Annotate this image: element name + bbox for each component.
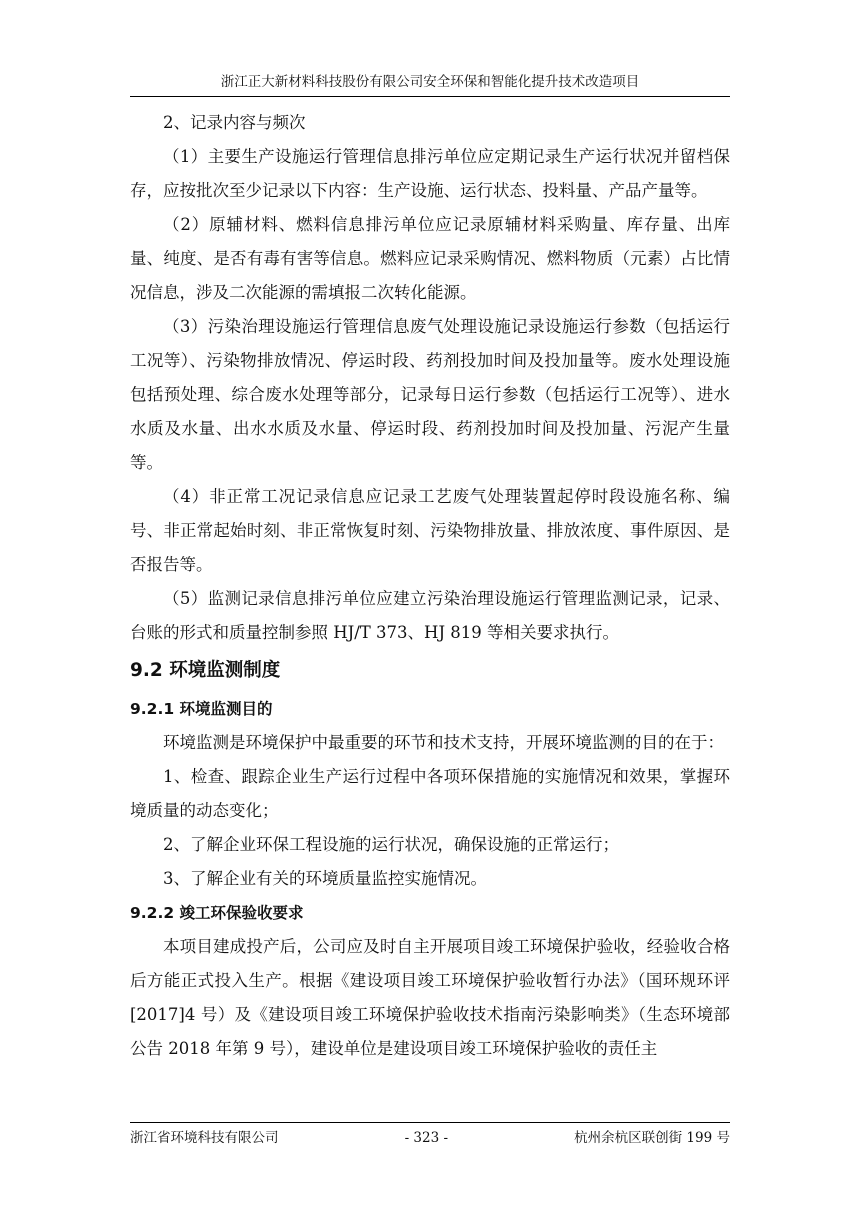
record-item-1: （1）主要生产设施运行管理信息排污单位应定期记录生产运行状况并留档保存，应按批次至少记录以下内容：生产设施、运行状态、投料量、产品产量等。 xyxy=(130,147,730,200)
monitoring-item-1: 1、检查、跟踪企业生产运行过程中各项环保措施的实施情况和效果，掌握环境质量的动态变化； xyxy=(130,767,730,820)
monitoring-item-3: 3、了解企业有关的环境质量监控实施情况。 xyxy=(163,869,487,888)
section-heading-9-2: 9.2 环境监测制度 xyxy=(130,660,281,681)
record-item-2: （2）原辅材料、燃料信息排污单位应记录原辅材料采购量、库存量、出库量、纯度、是否有毒有害等信息。燃料应记录采购情况、燃料物质（元素）占比情况信息，涉及二次能源的需填报二次转化能源。 xyxy=(130,215,730,302)
subsection-heading-record: 2、记录内容与频次 xyxy=(163,113,306,132)
footer-page-number: - 323 - xyxy=(404,1130,449,1146)
acceptance-paragraph: 本项目建成投产后，公司应及时自主开展项目竣工环境保护验收，经验收合格后方能正式投入生产。根据《建设项目竣工环境保护验收暂行办法》（国环规环评[2017]4 号）及《建设项目竣工环境保护验收技术指南污染影响类》（生态环境部公告 2018 年第 9 号），建设单位是建设项目竣工环境保护验收的责任主 xyxy=(130,937,730,1058)
running-header: 浙江正大新材料科技股份有限公司安全环保和智能化提升技术改造项目 xyxy=(220,74,640,90)
record-item-4: （4）非正常工况记录信息应记录工艺废气处理装置起停时段设施名称、编号、非正常起始时刻、非正常恢复时刻、污染物排放量、排放浓度、事件原因、是否报告等。 xyxy=(130,487,730,574)
footer-divider xyxy=(130,1122,730,1123)
section-heading-9-2-1: 9.2.1 环境监测目的 xyxy=(130,700,273,718)
page-body xyxy=(130,106,730,1066)
footer-address: 杭州余杭区联创街 199 号 xyxy=(574,1130,730,1146)
record-item-5: （5）监测记录信息排污单位应建立污染治理设施运行管理监测记录，记录、台账的形式和质量控制参照 HJ/T 373、HJ 819 等相关要求执行。 xyxy=(130,589,730,642)
footer-company: 浙江省环境科技有限公司 xyxy=(130,1130,279,1146)
section-heading-9-2-2: 9.2.2 竣工环保验收要求 xyxy=(130,904,304,922)
page-footer xyxy=(130,1128,730,1148)
monitoring-intro: 环境监测是环境保护中最重要的环节和技术支持，开展环境监测的目的在于： xyxy=(163,733,724,752)
record-item-3: （3）污染治理设施运行管理信息废气处理设施记录设施运行参数（包括运行工况等）、污染物排放情况、停运时段、药剂投加时间及投加量等。废水处理设施包括预处理、综合废水处理等部分，记录每日运行参数（包括运行工况等）、进水水质及水量、出水水质及水量、停运时段、药剂投加时间及投加量、污泥产生量等。 xyxy=(130,317,730,472)
header-divider xyxy=(130,96,730,97)
monitoring-item-2: 2、了解企业环保工程设施的运行状况，确保设施的正常运行； xyxy=(163,835,619,854)
